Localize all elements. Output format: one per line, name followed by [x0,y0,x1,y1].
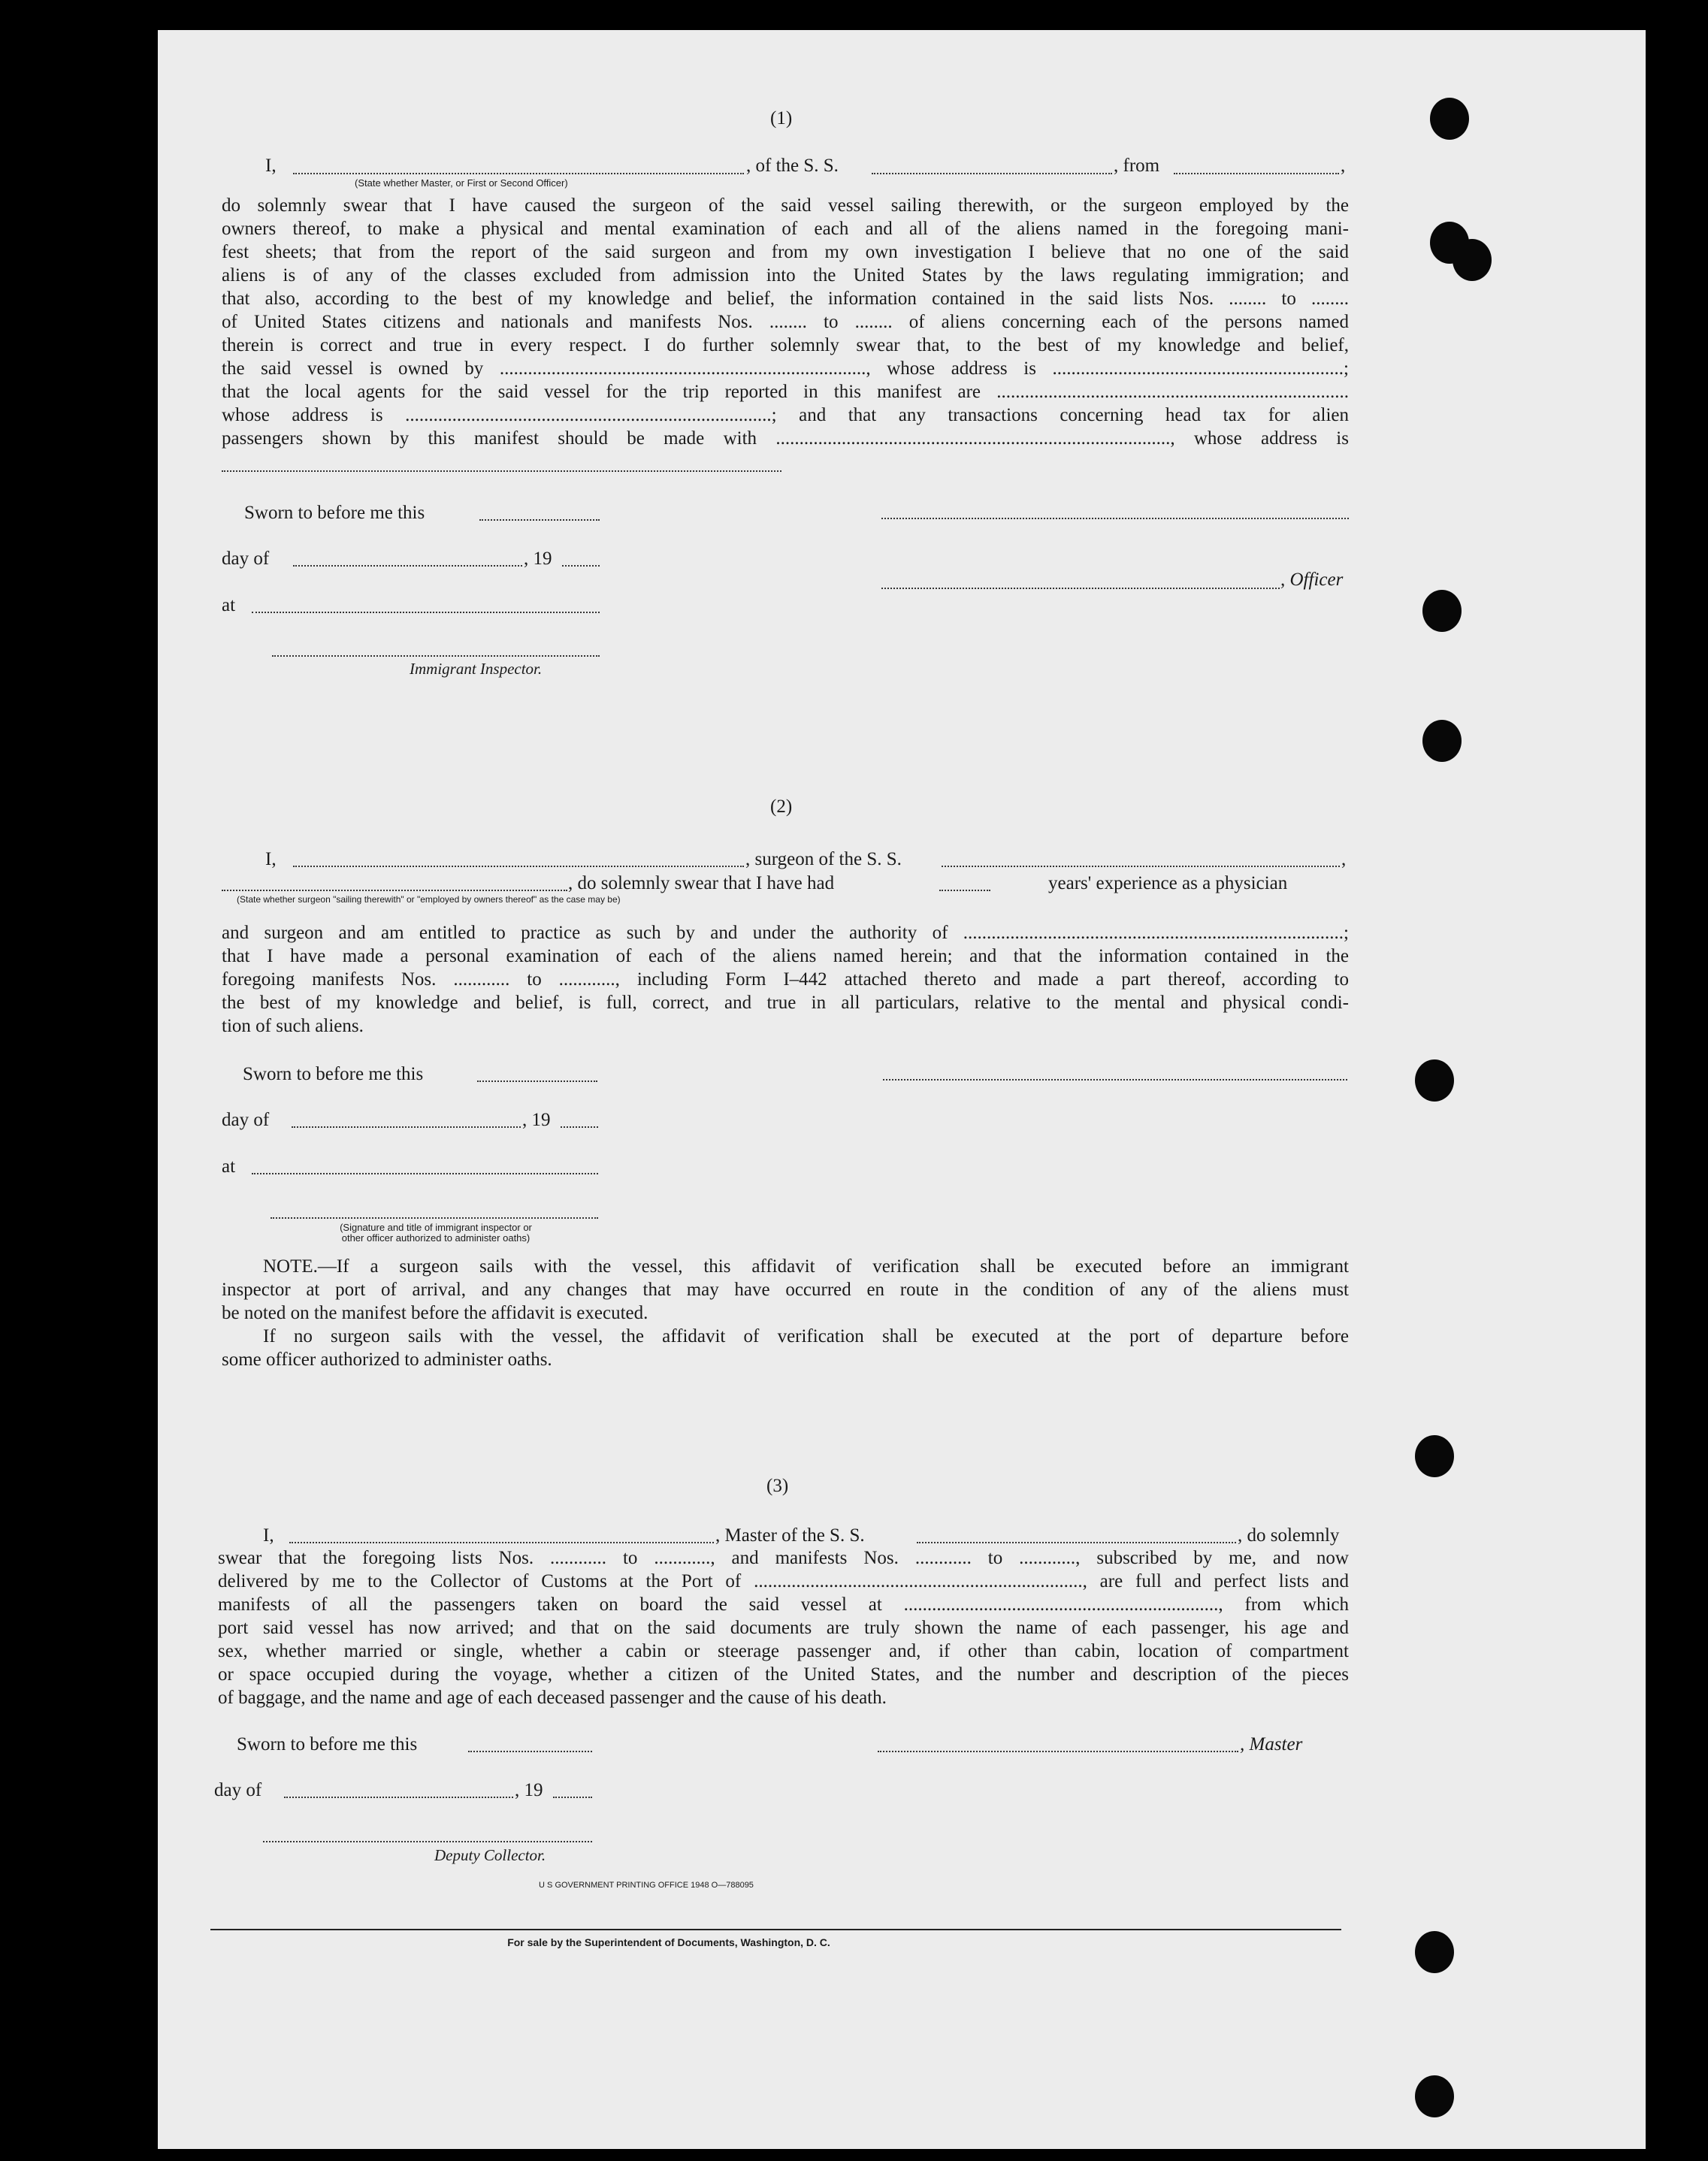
month-field[interactable] [293,565,522,567]
paragraph-line: fest sheets; that from the report of the said surgeon and from my own investigation I believe that no one of the said [222,242,1349,262]
section-1-of-ss: , of the S. S. [746,156,839,176]
paragraph-line: that I have made a personal examination of each of the aliens named herein; and that the information contained in the [222,946,1349,966]
form-page [158,30,1646,2149]
note-line: be noted on the manifest before the affidavit is executed. [222,1303,648,1323]
section-3-i: I, [263,1525,274,1546]
signature-caption-line-1: (Signature and title of immigrant inspector or [340,1222,532,1233]
ship-name-field[interactable] [917,1542,1236,1543]
footer-rule [210,1929,1341,1930]
officer-field[interactable] [881,588,1280,589]
paragraph-line: port said vessel has now arrived; and that on the said documents are truly shown the name of each passenger, his age and [218,1618,1349,1638]
section-2-i: I, [265,849,277,869]
sworn-label: Sworn to before me this [243,1064,424,1084]
paragraph-line: passengers shown by this manifest should be made with ...................................................................................., whose address is [222,428,1349,449]
paragraph-line: sex, whether married or single, whether a cabin or steerage passenger and, if other than cabin, location of compartment [218,1641,1349,1661]
sworn-label: Sworn to before me this [237,1734,418,1754]
section-1-comma: , [1341,156,1346,176]
paragraph-line: that also, according to the best of my knowledge and belief, the information contained in the said lists Nos. ........ to ........ [222,289,1349,309]
surgeon-name-field[interactable] [293,866,744,867]
section-2-swear: , do solemnly swear that I have had [568,873,835,893]
section-1-paragraph [222,194,1349,450]
paragraph-line: that the local agents for the said vessel for the trip reported in this manifest are ........................................................................... [222,382,1349,402]
section-3-do-solemnly: , do solemnly [1238,1525,1340,1546]
paragraph-line: therein is correct and true in every respect. I do further solemnly swear that, to the best of my knowledge and belief, [222,335,1349,355]
paragraph-line: or space occupied during the voyage, whether a citizen of the United States, and the number and description of the pieces [218,1664,1349,1685]
master-signature-field[interactable] [878,1751,1238,1752]
year-label: , 19 [515,1780,543,1800]
section-3-paragraph [218,1546,1349,1709]
month-field[interactable] [292,1126,521,1128]
month-field[interactable] [284,1797,513,1798]
paragraph-line: of United States citizens and nationals and manifests Nos. ........ to ........ of aliens concerning each of the persons named [222,312,1349,332]
section-2-paragraph [222,921,1349,1038]
section-2-comma: , [1341,849,1347,869]
section-3-master-of-ss: , Master of the S. S. [715,1525,865,1546]
collector-label: Deputy Collector. [434,1846,546,1864]
surgeon-status-field[interactable] [222,890,567,891]
paragraph-line: whose address is ..............................................................................; and that any transactions concerning head tax for alien [222,405,1349,425]
paragraph-line: delivered by me to the Collector of Customs at the Port of ......................................................................, are full and perfect lists and [218,1571,1349,1591]
master-name-field[interactable] [289,1542,714,1543]
section-2-caption: (State whether surgeon "sailing therewith" or "employed by owners thereof" as the case may be) [237,894,621,905]
year-field[interactable] [553,1797,592,1798]
master-label: , Master [1240,1734,1303,1754]
paragraph-line: of baggage, and the name and age of each deceased passenger and the cause of his death. [218,1688,887,1708]
day-of-label: day of [214,1780,262,1800]
day-of-label: day of [222,1110,270,1130]
paragraph-line: the best of my knowledge and belief, is full, correct, and true in all particulars, relative to the mental and physical condi- [222,993,1349,1013]
punch-hole [1422,590,1462,632]
at-label: at [222,595,236,615]
note-line: some officer authorized to administer oaths. [222,1349,552,1370]
punch-hole [1415,2075,1454,2117]
at-place-field[interactable] [252,1173,598,1174]
surgeon-signature-field[interactable] [883,1079,1347,1080]
years-field[interactable] [939,890,990,891]
printing-office-imprint: U S GOVERNMENT PRINTING OFFICE 1948 O—788095 [539,1881,754,1890]
inspector-signature-field[interactable] [272,655,600,657]
year-field[interactable] [562,565,600,567]
sworn-day-field[interactable] [479,519,600,521]
note-line: NOTE.—If a surgeon sails with the vessel, this affidavit of verification shall be executed before an immigrant [263,1256,1349,1277]
paragraph-line: the said vessel is owned by .............................................................................., whose address is ..............................................................; [222,358,1349,379]
day-of-label: day of [222,549,270,569]
section-3-number: (3) [766,1476,789,1496]
address-continuation-field[interactable] [222,470,781,472]
inspector-signature-field[interactable] [271,1217,598,1219]
year-field[interactable] [561,1126,598,1128]
origin-port-field[interactable] [1174,173,1339,174]
at-place-field[interactable] [252,612,600,613]
paragraph-line: manifests of all the passengers taken on board the said vessel at ..................................................................., from which [218,1594,1349,1615]
sworn-day-field[interactable] [477,1080,597,1082]
ship-name-field[interactable] [872,173,1112,174]
at-label: at [222,1156,236,1177]
section-2-years: years' experience as a physician [1048,873,1288,893]
section-1-caption: (State whether Master, or First or Second Officer) [355,177,568,189]
sale-notice: For sale by the Superintendent of Documents, Washington, D. C. [507,1936,830,1948]
officer-label: , Officer [1280,570,1344,590]
year-label: , 19 [524,549,552,569]
section-1-number: (1) [770,108,793,128]
note-line: If no surgeon sails with the vessel, the affidavit of verification shall be executed at the port of departure before [263,1326,1349,1346]
signature-caption-line-2: other officer authorized to administer oaths) [341,1232,531,1244]
collector-signature-field[interactable] [263,1841,592,1842]
section-2-surgeon-of-ss: , surgeon of the S. S. [745,849,902,869]
note-block [222,1255,1349,1371]
paragraph-line: swear that the foregoing lists Nos. ............ to ............, and manifests Nos. ............ to ............, subscribed by me, and now [218,1548,1349,1568]
paragraph-line: owners thereof, to make a physical and mental examination of each and all of the aliens named in the foregoing mani- [222,219,1349,239]
punch-hole [1422,720,1462,762]
sworn-day-field[interactable] [468,1751,592,1752]
officer-signature-field[interactable] [881,518,1349,519]
inspector-label: Immigrant Inspector. [410,660,543,678]
paragraph-line: aliens is of any of the classes excluded from admission into the United States by the laws regulating immigration; and [222,265,1349,286]
note-line: inspector at port of arrival, and any changes that may have occurred en route in the condition of any of the aliens must [222,1280,1349,1300]
section-2-number: (2) [770,796,793,817]
punch-hole [1430,98,1469,140]
section-1-from: , from [1114,156,1160,176]
section-1-i: I, [265,156,277,176]
paragraph-line: do solemnly swear that I have caused the surgeon of the said vessel sailing therewith, or the surgeon employed by the [222,195,1349,216]
master-name-field[interactable] [293,173,744,174]
punch-hole [1415,1059,1454,1102]
punch-hole [1453,239,1492,281]
paragraph-line: foregoing manifests Nos. ............ to ............, including Form I–442 attached thereto and made a part thereof, according to [222,969,1349,990]
punch-hole [1415,1931,1454,1973]
paragraph-line: and surgeon and am entitled to practice as such by and under the authority of .................................................................................; [222,923,1349,943]
surgeon-ship-field[interactable] [942,866,1340,867]
punch-hole [1415,1435,1454,1477]
year-label: , 19 [522,1110,551,1130]
sworn-label: Sworn to before me this [244,503,425,523]
paragraph-line: tion of such aliens. [222,1016,364,1036]
